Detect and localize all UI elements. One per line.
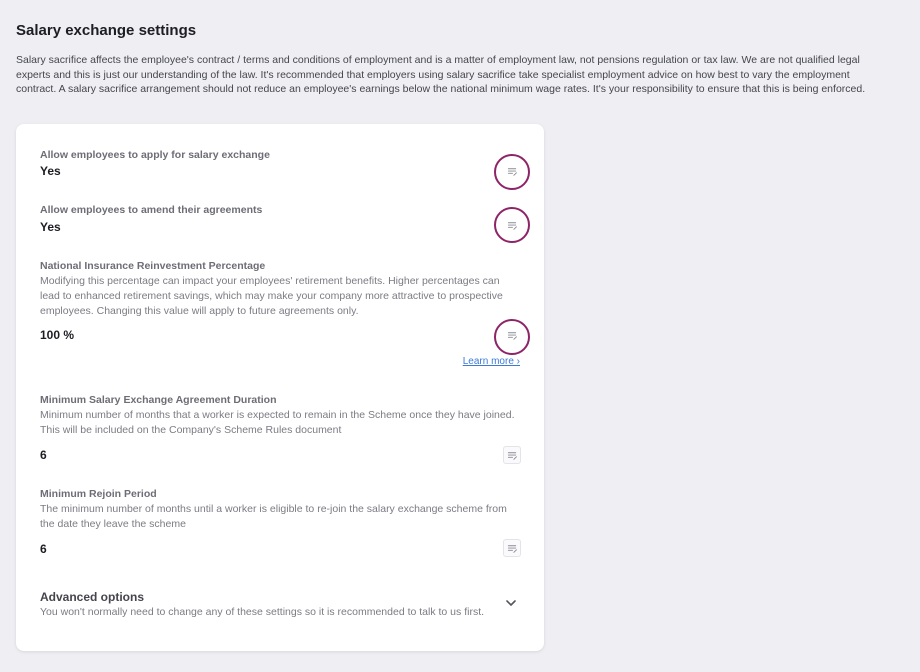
ni-reinvestment-label: National Insurance Reinvestment Percentage [40, 260, 266, 272]
highlight-ring [494, 319, 530, 355]
min-rejoin-label: Minimum Rejoin Period [40, 488, 157, 500]
advanced-options-title[interactable]: Advanced options [40, 590, 145, 604]
allow-amend-label: Allow employees to amend their agreements [40, 204, 263, 216]
advanced-options-description: You won't normally need to change any of these settings so it is recommended to talk to us first. [40, 606, 485, 618]
ni-reinvestment-description: Modifying this percentage can impact your employees' retirement benefits. Higher percentages can lead to enhanced retirement savings, which may make your company more attractive to prospective employees. Changing this value will apply to future agreements only. [40, 275, 503, 317]
chevron-down-icon[interactable] [504, 596, 518, 610]
edit-list-icon [507, 450, 518, 461]
min-rejoin-value: 6 [40, 542, 47, 556]
edit-list-icon [507, 543, 518, 554]
ni-reinvestment-value: 100 % [40, 328, 75, 342]
allow-apply-value: Yes [40, 164, 61, 178]
edit-min-duration-button[interactable] [503, 446, 521, 464]
min-duration-label: Minimum Salary Exchange Agreement Duration [40, 394, 277, 406]
allow-apply-label: Allow employees to apply for salary exchange [40, 149, 270, 161]
min-duration-value: 6 [40, 448, 47, 462]
edit-min-rejoin-button[interactable] [503, 539, 521, 557]
intro-disclaimer: Salary sacrifice affects the employee's contract / terms and conditions of employment and is a matter of employment law, not pensions regulation or tax law. We are not qualified legal experts and this is just our understanding of the law. It's recommended that employers using salary sacrifice take specialist employment advice on how best to vary the employment contract. A salary sacrifice arrangement should not reduce an employee's earnings below the national minimum wage rates. It's your responsibility to ensure that this is being enforced. [16, 54, 866, 96]
allow-amend-value: Yes [40, 220, 61, 234]
min-duration-description: Minimum number of months that a worker is expected to remain in the Scheme once they have joined. This will be included on the Company's Scheme Rules document [40, 409, 515, 436]
page-title: Salary exchange settings [16, 22, 197, 39]
min-rejoin-description: The minimum number of months until a worker is eligible to re-join the salary exchange scheme from the date they leave the scheme [40, 503, 507, 530]
settings-card [16, 124, 544, 651]
learn-more-link[interactable]: Learn more › [462, 356, 520, 367]
highlight-ring [494, 207, 530, 243]
highlight-ring [494, 154, 530, 190]
